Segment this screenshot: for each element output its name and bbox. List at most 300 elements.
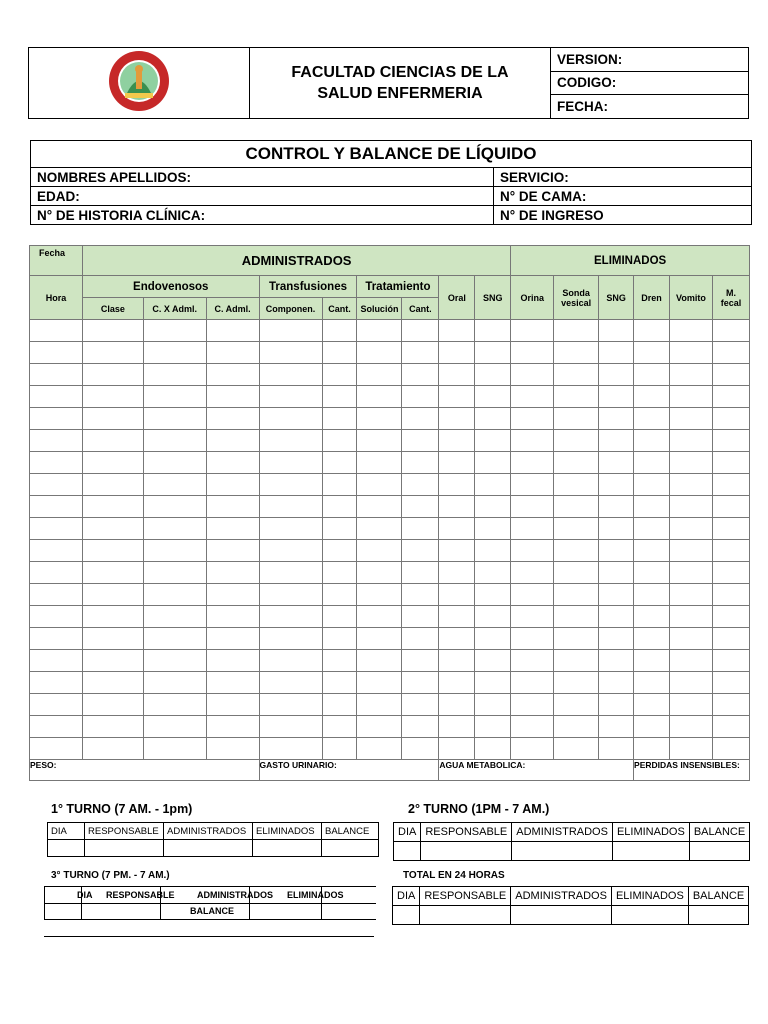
grid-cell[interactable] <box>357 584 402 606</box>
grid-cell[interactable] <box>475 650 511 672</box>
grid-cell[interactable] <box>475 672 511 694</box>
grid-cell[interactable] <box>322 364 357 386</box>
grid-cell[interactable] <box>634 606 670 628</box>
grid-cell[interactable] <box>357 518 402 540</box>
grid-cell[interactable] <box>322 540 357 562</box>
grid-cell[interactable] <box>206 540 259 562</box>
t2-cell[interactable] <box>394 842 421 861</box>
t2-cell[interactable] <box>421 842 512 861</box>
grid-cell[interactable] <box>669 628 712 650</box>
grid-cell[interactable] <box>511 452 554 474</box>
t2-cell[interactable] <box>512 842 613 861</box>
grid-cell[interactable] <box>439 320 475 342</box>
grid-cell[interactable] <box>357 342 402 364</box>
grid-cell[interactable] <box>82 430 143 452</box>
grid-cell[interactable] <box>511 496 554 518</box>
version-field[interactable]: VERSION: <box>551 48 749 72</box>
grid-cell[interactable] <box>554 716 599 738</box>
grid-cell[interactable] <box>402 408 439 430</box>
grid-cell[interactable] <box>475 584 511 606</box>
t2-cell[interactable] <box>689 842 749 861</box>
grid-cell[interactable] <box>511 430 554 452</box>
grid-cell[interactable] <box>475 496 511 518</box>
grid-cell[interactable] <box>712 694 749 716</box>
grid-cell[interactable] <box>322 408 357 430</box>
grid-cell[interactable] <box>30 342 83 364</box>
grid-cell[interactable] <box>599 650 634 672</box>
grid-cell[interactable] <box>554 738 599 760</box>
grid-cell[interactable] <box>143 716 206 738</box>
grid-cell[interactable] <box>30 452 83 474</box>
grid-cell[interactable] <box>669 606 712 628</box>
grid-cell[interactable] <box>357 386 402 408</box>
grid-cell[interactable] <box>634 694 670 716</box>
grid-cell[interactable] <box>82 320 143 342</box>
grid-cell[interactable] <box>439 672 475 694</box>
grid-cell[interactable] <box>402 320 439 342</box>
grid-cell[interactable] <box>322 650 357 672</box>
grid-cell[interactable] <box>143 342 206 364</box>
grid-cell[interactable] <box>82 474 143 496</box>
peso-field[interactable]: PESO: <box>30 760 260 781</box>
grid-cell[interactable] <box>439 430 475 452</box>
grid-cell[interactable] <box>402 474 439 496</box>
grid-cell[interactable] <box>30 474 83 496</box>
grid-cell[interactable] <box>206 364 259 386</box>
grid-cell[interactable] <box>357 562 402 584</box>
grid-cell[interactable] <box>30 496 83 518</box>
grid-cell[interactable] <box>439 738 475 760</box>
grid-cell[interactable] <box>669 716 712 738</box>
grid-cell[interactable] <box>634 496 670 518</box>
grid-cell[interactable] <box>439 650 475 672</box>
grid-cell[interactable] <box>82 496 143 518</box>
grid-cell[interactable] <box>143 474 206 496</box>
grid-cell[interactable] <box>511 650 554 672</box>
tot-cell[interactable] <box>420 906 511 925</box>
tot-cell[interactable] <box>611 906 688 925</box>
grid-cell[interactable] <box>259 320 322 342</box>
grid-cell[interactable] <box>259 496 322 518</box>
codigo-field[interactable]: CODIGO: <box>551 71 749 95</box>
grid-cell[interactable] <box>599 364 634 386</box>
grid-cell[interactable] <box>511 628 554 650</box>
grid-cell[interactable] <box>30 584 83 606</box>
grid-cell[interactable] <box>322 386 357 408</box>
grid-cell[interactable] <box>322 628 357 650</box>
grid-cell[interactable] <box>439 408 475 430</box>
grid-cell[interactable] <box>82 738 143 760</box>
grid-cell[interactable] <box>357 364 402 386</box>
grid-cell[interactable] <box>599 496 634 518</box>
grid-cell[interactable] <box>634 452 670 474</box>
grid-cell[interactable] <box>402 342 439 364</box>
grid-cell[interactable] <box>554 496 599 518</box>
grid-cell[interactable] <box>357 606 402 628</box>
grid-cell[interactable] <box>475 452 511 474</box>
grid-cell[interactable] <box>511 694 554 716</box>
grid-cell[interactable] <box>669 430 712 452</box>
grid-cell[interactable] <box>712 320 749 342</box>
grid-cell[interactable] <box>402 628 439 650</box>
grid-cell[interactable] <box>475 342 511 364</box>
grid-cell[interactable] <box>30 672 83 694</box>
grid-cell[interactable] <box>712 430 749 452</box>
grid-cell[interactable] <box>712 518 749 540</box>
grid-cell[interactable] <box>30 562 83 584</box>
grid-cell[interactable] <box>402 650 439 672</box>
grid-cell[interactable] <box>82 364 143 386</box>
grid-cell[interactable] <box>712 408 749 430</box>
grid-cell[interactable] <box>554 562 599 584</box>
grid-cell[interactable] <box>322 518 357 540</box>
grid-cell[interactable] <box>712 540 749 562</box>
grid-cell[interactable] <box>634 320 670 342</box>
grid-cell[interactable] <box>599 716 634 738</box>
nombres-field[interactable]: NOMBRES APELLIDOS: <box>31 168 494 187</box>
grid-cell[interactable] <box>511 672 554 694</box>
grid-cell[interactable] <box>439 518 475 540</box>
grid-cell[interactable] <box>599 320 634 342</box>
grid-cell[interactable] <box>554 342 599 364</box>
grid-cell[interactable] <box>206 584 259 606</box>
grid-cell[interactable] <box>143 540 206 562</box>
grid-cell[interactable] <box>599 738 634 760</box>
grid-cell[interactable] <box>357 540 402 562</box>
grid-cell[interactable] <box>669 474 712 496</box>
grid-cell[interactable] <box>357 452 402 474</box>
grid-cell[interactable] <box>206 474 259 496</box>
grid-cell[interactable] <box>143 496 206 518</box>
agua-metabolica-field[interactable]: AGUA METABOLICA: <box>439 760 634 781</box>
grid-cell[interactable] <box>143 650 206 672</box>
grid-cell[interactable] <box>669 518 712 540</box>
grid-cell[interactable] <box>634 628 670 650</box>
grid-cell[interactable] <box>439 364 475 386</box>
grid-cell[interactable] <box>206 694 259 716</box>
grid-cell[interactable] <box>259 386 322 408</box>
grid-cell[interactable] <box>554 474 599 496</box>
grid-cell[interactable] <box>402 562 439 584</box>
grid-cell[interactable] <box>402 738 439 760</box>
t2-cell[interactable] <box>612 842 689 861</box>
grid-cell[interactable] <box>82 694 143 716</box>
grid-cell[interactable] <box>669 562 712 584</box>
grid-cell[interactable] <box>511 540 554 562</box>
grid-cell[interactable] <box>511 716 554 738</box>
grid-cell[interactable] <box>712 650 749 672</box>
grid-cell[interactable] <box>439 628 475 650</box>
grid-cell[interactable] <box>206 342 259 364</box>
t1-cell[interactable] <box>322 840 379 857</box>
grid-cell[interactable] <box>402 540 439 562</box>
grid-cell[interactable] <box>206 408 259 430</box>
grid-cell[interactable] <box>30 386 83 408</box>
grid-cell[interactable] <box>82 562 143 584</box>
grid-cell[interactable] <box>143 408 206 430</box>
grid-cell[interactable] <box>439 562 475 584</box>
grid-cell[interactable] <box>30 738 83 760</box>
perdidas-insensibles-field[interactable]: PERDIDAS INSENSIBLES: <box>634 760 750 781</box>
grid-cell[interactable] <box>30 606 83 628</box>
grid-cell[interactable] <box>439 584 475 606</box>
grid-cell[interactable] <box>82 672 143 694</box>
grid-cell[interactable] <box>475 320 511 342</box>
grid-cell[interactable] <box>259 628 322 650</box>
grid-cell[interactable] <box>259 540 322 562</box>
ingreso-field[interactable]: N° DE INGRESO <box>494 206 752 225</box>
grid-cell[interactable] <box>475 540 511 562</box>
grid-cell[interactable] <box>669 386 712 408</box>
grid-cell[interactable] <box>259 650 322 672</box>
grid-cell[interactable] <box>259 452 322 474</box>
grid-cell[interactable] <box>669 320 712 342</box>
grid-cell[interactable] <box>322 320 357 342</box>
grid-cell[interactable] <box>712 474 749 496</box>
grid-cell[interactable] <box>322 430 357 452</box>
gasto-urinario-field[interactable]: GASTO URINARIO: <box>259 760 439 781</box>
grid-cell[interactable] <box>143 628 206 650</box>
grid-cell[interactable] <box>402 452 439 474</box>
grid-cell[interactable] <box>712 584 749 606</box>
grid-cell[interactable] <box>475 364 511 386</box>
grid-cell[interactable] <box>206 628 259 650</box>
grid-cell[interactable] <box>357 430 402 452</box>
grid-cell[interactable] <box>554 606 599 628</box>
grid-cell[interactable] <box>599 606 634 628</box>
grid-cell[interactable] <box>712 364 749 386</box>
grid-cell[interactable] <box>712 386 749 408</box>
grid-cell[interactable] <box>206 650 259 672</box>
grid-cell[interactable] <box>206 518 259 540</box>
historia-field[interactable]: N° DE HISTORIA CLÍNICA: <box>31 206 494 225</box>
grid-cell[interactable] <box>30 364 83 386</box>
grid-cell[interactable] <box>259 474 322 496</box>
grid-cell[interactable] <box>634 584 670 606</box>
grid-cell[interactable] <box>206 672 259 694</box>
grid-cell[interactable] <box>554 540 599 562</box>
grid-cell[interactable] <box>599 430 634 452</box>
grid-cell[interactable] <box>82 606 143 628</box>
grid-cell[interactable] <box>554 518 599 540</box>
grid-cell[interactable] <box>143 584 206 606</box>
grid-cell[interactable] <box>669 738 712 760</box>
grid-cell[interactable] <box>30 518 83 540</box>
t1-cell[interactable] <box>164 840 253 857</box>
grid-cell[interactable] <box>475 562 511 584</box>
grid-cell[interactable] <box>634 650 670 672</box>
grid-cell[interactable] <box>206 452 259 474</box>
grid-cell[interactable] <box>322 694 357 716</box>
grid-cell[interactable] <box>599 408 634 430</box>
grid-cell[interactable] <box>439 474 475 496</box>
t1-cell[interactable] <box>48 840 85 857</box>
grid-cell[interactable] <box>511 474 554 496</box>
grid-cell[interactable] <box>634 562 670 584</box>
t1-cell[interactable] <box>85 840 164 857</box>
grid-cell[interactable] <box>259 518 322 540</box>
grid-cell[interactable] <box>439 386 475 408</box>
grid-cell[interactable] <box>511 562 554 584</box>
grid-cell[interactable] <box>554 628 599 650</box>
grid-cell[interactable] <box>599 672 634 694</box>
grid-cell[interactable] <box>206 320 259 342</box>
grid-cell[interactable] <box>511 320 554 342</box>
grid-cell[interactable] <box>475 716 511 738</box>
grid-cell[interactable] <box>357 716 402 738</box>
grid-cell[interactable] <box>634 408 670 430</box>
grid-cell[interactable] <box>475 430 511 452</box>
grid-cell[interactable] <box>634 540 670 562</box>
grid-cell[interactable] <box>143 430 206 452</box>
grid-cell[interactable] <box>82 628 143 650</box>
grid-cell[interactable] <box>669 408 712 430</box>
grid-cell[interactable] <box>439 694 475 716</box>
grid-cell[interactable] <box>82 716 143 738</box>
grid-cell[interactable] <box>554 672 599 694</box>
grid-cell[interactable] <box>206 496 259 518</box>
edad-field[interactable]: EDAD: <box>31 187 494 206</box>
tot-cell[interactable] <box>511 906 612 925</box>
grid-cell[interactable] <box>511 364 554 386</box>
grid-cell[interactable] <box>322 496 357 518</box>
grid-cell[interactable] <box>669 694 712 716</box>
grid-cell[interactable] <box>439 606 475 628</box>
grid-cell[interactable] <box>143 672 206 694</box>
grid-cell[interactable] <box>143 320 206 342</box>
grid-cell[interactable] <box>357 474 402 496</box>
grid-cell[interactable] <box>511 386 554 408</box>
grid-cell[interactable] <box>402 364 439 386</box>
grid-cell[interactable] <box>439 342 475 364</box>
grid-cell[interactable] <box>30 716 83 738</box>
servicio-field[interactable]: SERVICIO: <box>494 168 752 187</box>
grid-cell[interactable] <box>82 408 143 430</box>
grid-cell[interactable] <box>259 408 322 430</box>
grid-cell[interactable] <box>475 474 511 496</box>
cama-field[interactable]: N° DE CAMA: <box>494 187 752 206</box>
grid-cell[interactable] <box>511 342 554 364</box>
grid-cell[interactable] <box>259 584 322 606</box>
grid-cell[interactable] <box>439 716 475 738</box>
grid-cell[interactable] <box>259 606 322 628</box>
grid-cell[interactable] <box>357 496 402 518</box>
grid-cell[interactable] <box>599 452 634 474</box>
grid-cell[interactable] <box>402 716 439 738</box>
grid-cell[interactable] <box>554 584 599 606</box>
grid-cell[interactable] <box>712 562 749 584</box>
grid-cell[interactable] <box>206 606 259 628</box>
grid-cell[interactable] <box>143 606 206 628</box>
grid-cell[interactable] <box>669 650 712 672</box>
grid-cell[interactable] <box>259 738 322 760</box>
fecha-field[interactable]: FECHA: <box>551 95 749 119</box>
grid-cell[interactable] <box>439 452 475 474</box>
grid-cell[interactable] <box>634 430 670 452</box>
tot-cell[interactable] <box>393 906 420 925</box>
grid-cell[interactable] <box>30 408 83 430</box>
grid-cell[interactable] <box>206 738 259 760</box>
grid-cell[interactable] <box>554 320 599 342</box>
grid-cell[interactable] <box>634 672 670 694</box>
grid-cell[interactable] <box>475 606 511 628</box>
grid-cell[interactable] <box>634 518 670 540</box>
grid-cell[interactable] <box>712 342 749 364</box>
grid-cell[interactable] <box>402 584 439 606</box>
grid-cell[interactable] <box>554 408 599 430</box>
grid-cell[interactable] <box>599 584 634 606</box>
grid-cell[interactable] <box>82 518 143 540</box>
grid-cell[interactable] <box>357 650 402 672</box>
grid-cell[interactable] <box>634 474 670 496</box>
grid-cell[interactable] <box>82 584 143 606</box>
grid-cell[interactable] <box>475 694 511 716</box>
grid-cell[interactable] <box>322 716 357 738</box>
grid-cell[interactable] <box>554 430 599 452</box>
grid-cell[interactable] <box>259 716 322 738</box>
grid-cell[interactable] <box>402 430 439 452</box>
grid-cell[interactable] <box>402 496 439 518</box>
grid-cell[interactable] <box>82 540 143 562</box>
grid-cell[interactable] <box>634 364 670 386</box>
grid-cell[interactable] <box>30 540 83 562</box>
grid-cell[interactable] <box>554 386 599 408</box>
grid-cell[interactable] <box>143 452 206 474</box>
grid-cell[interactable] <box>511 584 554 606</box>
grid-cell[interactable] <box>669 496 712 518</box>
grid-cell[interactable] <box>322 672 357 694</box>
grid-cell[interactable] <box>322 738 357 760</box>
grid-cell[interactable] <box>82 386 143 408</box>
grid-cell[interactable] <box>554 694 599 716</box>
grid-cell[interactable] <box>206 430 259 452</box>
grid-cell[interactable] <box>475 738 511 760</box>
grid-cell[interactable] <box>259 364 322 386</box>
grid-cell[interactable] <box>439 540 475 562</box>
grid-cell[interactable] <box>511 408 554 430</box>
grid-cell[interactable] <box>475 518 511 540</box>
grid-cell[interactable] <box>402 694 439 716</box>
grid-cell[interactable] <box>669 364 712 386</box>
grid-cell[interactable] <box>322 562 357 584</box>
grid-cell[interactable] <box>357 694 402 716</box>
grid-cell[interactable] <box>143 518 206 540</box>
grid-cell[interactable] <box>322 342 357 364</box>
grid-cell[interactable] <box>357 408 402 430</box>
grid-cell[interactable] <box>634 738 670 760</box>
grid-cell[interactable] <box>402 386 439 408</box>
grid-cell[interactable] <box>82 650 143 672</box>
grid-cell[interactable] <box>206 562 259 584</box>
grid-cell[interactable] <box>30 628 83 650</box>
grid-cell[interactable] <box>712 496 749 518</box>
grid-cell[interactable] <box>206 386 259 408</box>
grid-cell[interactable] <box>712 716 749 738</box>
grid-cell[interactable] <box>322 452 357 474</box>
grid-cell[interactable] <box>599 540 634 562</box>
grid-cell[interactable] <box>669 540 712 562</box>
grid-cell[interactable] <box>30 320 83 342</box>
grid-cell[interactable] <box>712 628 749 650</box>
grid-cell[interactable] <box>259 342 322 364</box>
grid-cell[interactable] <box>599 562 634 584</box>
grid-cell[interactable] <box>206 716 259 738</box>
grid-cell[interactable] <box>259 694 322 716</box>
grid-cell[interactable] <box>599 386 634 408</box>
grid-cell[interactable] <box>357 628 402 650</box>
grid-cell[interactable] <box>599 474 634 496</box>
grid-cell[interactable] <box>357 320 402 342</box>
